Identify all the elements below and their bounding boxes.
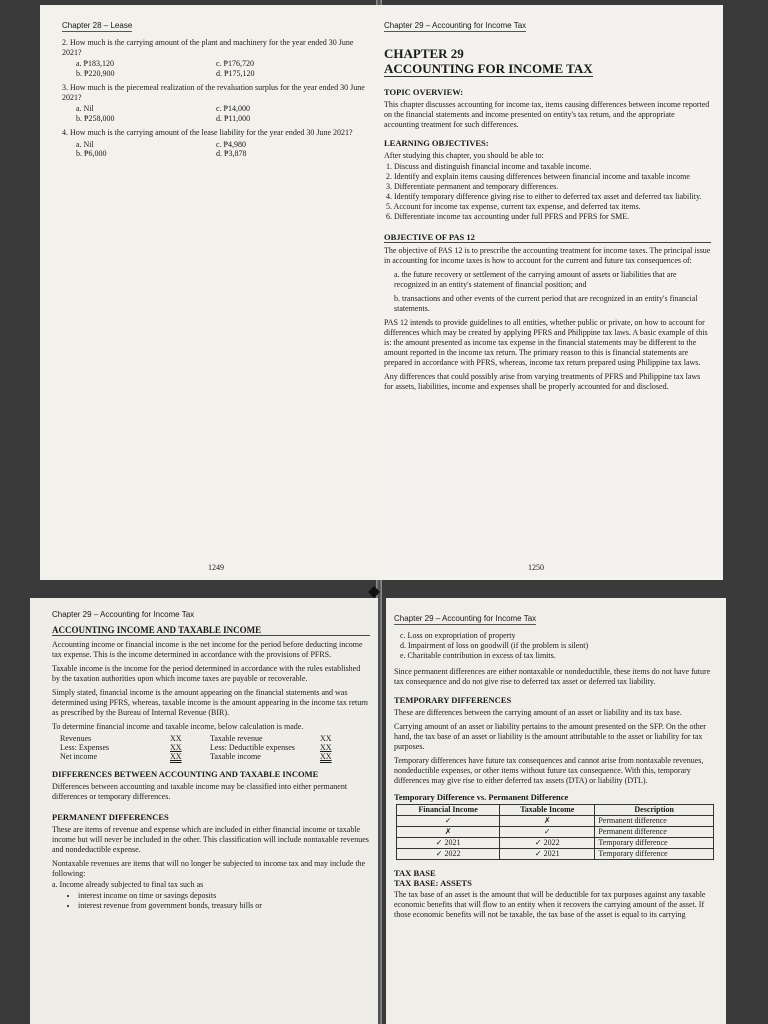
objective: 2. Identify and explain items causing differences between financial income and taxable income: [386, 172, 690, 181]
calc-cell: Revenues: [60, 734, 92, 743]
paragraph: Taxable income is the income for the period determined in accordance with the rules established by the taxation authorities upon which income taxes are payable or recoverable.: [52, 664, 361, 683]
table-row: [397, 827, 714, 838]
option: b. ₱6,000: [76, 149, 107, 158]
bullet-item: • interest revenue from government bonds, treasury bills or: [78, 901, 370, 911]
table-cell: ✓: [397, 816, 500, 827]
list-item: a. Income already subjected to final tax such as: [52, 880, 204, 889]
paragraph: Nontaxable revenues are items that will no longer be subjected to income tax and may include the following:: [52, 859, 366, 878]
option: a. ₱183,120: [76, 59, 114, 68]
question-2-options: [76, 59, 368, 78]
table-cell: ✓ 2022: [500, 838, 595, 849]
page-number: 1250: [528, 563, 544, 572]
page-1249: [40, 5, 378, 580]
calc-cell: XX: [320, 743, 332, 752]
table-row: [397, 838, 714, 849]
option: a. Nil: [76, 139, 94, 149]
page-header: Chapter 29 – Accounting for Income Tax: [384, 21, 527, 30]
objective: 6. Differentiate income tax accounting under full PFRS and PFRS for SME.: [386, 212, 630, 221]
table-cell: Permanent difference: [595, 827, 714, 838]
topic-heading: TOPIC OVERVIEW:: [384, 87, 464, 97]
calc-cell: Net income: [60, 752, 98, 761]
table-cell: ✓ 2021: [397, 838, 500, 849]
paragraph: Differences between accounting and taxable income may be classified into either permanent differences or temporary differences.: [52, 782, 348, 801]
page-header: Chapter 28 – Lease: [62, 21, 133, 30]
pas-heading: OBJECTIVE OF PAS 12: [384, 232, 711, 243]
table-cell: ✓ 2022: [397, 849, 500, 860]
taxbase-subheading: TAX BASE: ASSETS: [394, 878, 472, 888]
paragraph: To determine financial income and taxable income, below calculation is made.: [52, 722, 304, 731]
pas-item-a: a. the future recovery or settlement of the carrying amount of assets or liabilities that are recognized in an entity's statement of financial position; and: [394, 270, 677, 289]
list-item: d. Impairment of loss on goodwill (if the problem is silent): [400, 641, 589, 650]
chapter-name: ACCOUNTING FOR INCOME TAX: [384, 61, 593, 76]
option: b. ₱220,900: [76, 68, 115, 78]
differences-heading: DIFFERENCES BETWEEN ACCOUNTING AND TAXABLE INCOME: [52, 769, 319, 779]
objective: 5. Account for income tax expense, current tax expense, and deferred tax items.: [386, 202, 641, 211]
paragraph: Carrying amount of an asset or liability pertains to the amount presented on the SFP. On the other hand, the tax base of an asset or liability is the amount attributable to the asset or liability for tax purposes.: [394, 722, 706, 751]
column-header: Financial Income: [397, 805, 500, 816]
column-header: Taxable Income: [500, 805, 595, 816]
table-cell: Temporary difference: [595, 849, 714, 860]
permanent-heading: PERMANENT DIFFERENCES: [52, 812, 169, 822]
objectives-list: [384, 162, 711, 222]
page-header: Chapter 29 – Accounting for Income Tax: [394, 614, 537, 623]
table-cell: ✗: [397, 827, 500, 838]
list: [394, 631, 716, 661]
option: a. Nil: [76, 104, 94, 113]
calc-cell: Taxable income: [210, 752, 261, 761]
table-cell: Temporary difference: [595, 838, 714, 849]
page-header: Chapter 29 – Accounting for Income Tax: [52, 610, 195, 619]
calc-cell: XX: [170, 734, 182, 743]
income-calculation: [60, 734, 370, 761]
page-accounting-income: [30, 598, 378, 1024]
table-cell: ✓: [500, 827, 595, 838]
section-heading: ACCOUNTING INCOME AND TAXABLE INCOME: [52, 625, 370, 636]
question-4: 4. How much is the carrying amount of the lease liability for the year ended 30 June 2021?: [62, 128, 353, 137]
topic-text: This chapter discusses accounting for income tax, items causing differences between income reported on the financial statements and income presented on entity's tax return, and the appropriate accounting treatment for such differences.: [384, 100, 710, 129]
objective: 1. Discuss and distinguish financial income and taxable income.: [386, 162, 592, 171]
calc-cell: XX: [170, 752, 182, 761]
question-3: 3. How much is the piecemeal realization of the revaluation surplus for the year ended 30 June 2021?: [62, 83, 365, 102]
paragraph: Since permanent differences are either nontaxable or nondeductible, these items do not have future tax consequence and do not give rise to deferred tax asset or deferred tax liability.: [394, 667, 711, 686]
calc-cell: Less: Deductible expenses: [210, 743, 295, 752]
page-1250: [378, 5, 723, 580]
objective: 3. Differentiate permanent and temporary differences.: [386, 182, 559, 191]
option: d. ₱3,878: [216, 149, 247, 158]
calc-cell: Taxable revenue: [210, 734, 263, 743]
table-header-row: [397, 805, 714, 816]
list-item: e. Charitable contribution in excess of tax limits.: [400, 651, 556, 660]
option: c. ₱4,980: [216, 139, 246, 149]
pas-paragraph: PAS 12 intends to provide guidelines to all entities, whether public or private, on how to account for differences which may be created by applying PFRS and Philippine tax laws. A basic example of this is: the amount presented as income tax expense in the financial statements may be different to the amount reported in the income tax return. The primary reason to this is financial statements are prepared in accordance with PFRS, whereas, income tax return prepared using Philippine tax laws.: [384, 318, 708, 367]
crop-mark-icon: [368, 586, 380, 598]
pas-item-b: b. transactions and other events of the current period that are recognized in an entity's financial statements.: [394, 294, 698, 313]
calc-cell: Less: Expenses: [60, 743, 110, 752]
chapter-number: CHAPTER 29: [384, 46, 464, 61]
table-row: [397, 849, 714, 860]
question-2: 2. How much is the carrying amount of the plant and machinery for the year ended 30 June 2021?: [62, 38, 354, 57]
paragraph: These are differences between the carrying amount of an asset or liability and its tax base.: [394, 708, 682, 717]
table-cell: ✗: [500, 816, 595, 827]
option: d. ₱11,000: [216, 113, 251, 123]
bullet-list: [52, 891, 370, 911]
question-3-options: [76, 104, 368, 123]
objective: 4. Identify temporary difference giving rise to either to deferred tax asset and deferred tax liability.: [386, 192, 702, 201]
table-cell: ✓ 2021: [500, 849, 595, 860]
page-number: 1249: [208, 563, 224, 572]
option: b. ₱258,000: [76, 113, 115, 123]
calc-cell: XX: [170, 743, 182, 752]
pas-paragraph: Any differences that could possibly arise from varying treatments of PFRS and Philippine tax laws for assets, liabilities, income and expenses shall be properly accounted for and disclosed.: [384, 372, 701, 391]
calc-cell: XX: [320, 752, 332, 761]
pas-text: The objective of PAS 12 is to prescribe the accounting treatment for income taxes. The principal issue in accounting for income taxes is how to account for the current and future tax consequences of:: [384, 246, 711, 265]
temporary-heading: TEMPORARY DIFFERENCES: [394, 695, 512, 705]
table-row: [397, 816, 714, 827]
paragraph: These are items of revenue and expense which are included in either financial income or taxable income but will never be included in the other. This classification will include nontaxable revenues and nondeductible expense.: [52, 825, 369, 854]
paragraph: Temporary differences have future tax consequences and cannot arise from nontaxable revenues, nondeductible expenses, or other items without future tax consequence. With this, temporary differences may give rise to either deferred tax assets (DTA) or liability (DTL).: [394, 756, 704, 785]
table-caption: Temporary Difference vs. Permanent Difference: [394, 792, 569, 802]
paragraph: Accounting income or financial income is the net income for the period before deducting income tax expense. This is the income determined in accordance with the provisions of PFRS.: [52, 640, 363, 659]
column-header: Description: [595, 805, 714, 816]
question-4-options: [76, 140, 368, 159]
difference-table: [396, 804, 714, 860]
chapter-title: [384, 46, 711, 77]
taxbase-heading: TAX BASE: [394, 868, 436, 878]
table-cell: Permanent difference: [595, 816, 714, 827]
option: c. ₱176,720: [216, 59, 254, 68]
page-temporary-differences: [386, 598, 726, 1024]
option: c. ₱14,000: [216, 104, 250, 113]
option: d. ₱175,120: [216, 68, 255, 78]
paragraph: Simply stated, financial income is the amount appearing on the financial statements and was determined using PFRS, whereas, taxable income is the amount appearing in the income tax return as prescribed by the Bureau of Internal Revenue (BIR).: [52, 688, 368, 717]
objectives-intro: After studying this chapter, you should be able to:: [384, 151, 544, 160]
list-item: c. Loss on expropriation of property: [400, 631, 516, 640]
objectives-heading: LEARNING OBJECTIVES:: [384, 138, 489, 148]
calc-cell: XX: [320, 734, 332, 743]
bullet-item: • interest income on time or savings deposits: [78, 891, 370, 901]
paragraph: The tax base of an asset is the amount that will be deductible for tax purposes against any taxable economic benefits that will flow to an entity when it recovers the carrying amount of the asset. If those economic benefits will not be taxable, the tax base of the asset is equal to its carrying: [394, 890, 706, 919]
